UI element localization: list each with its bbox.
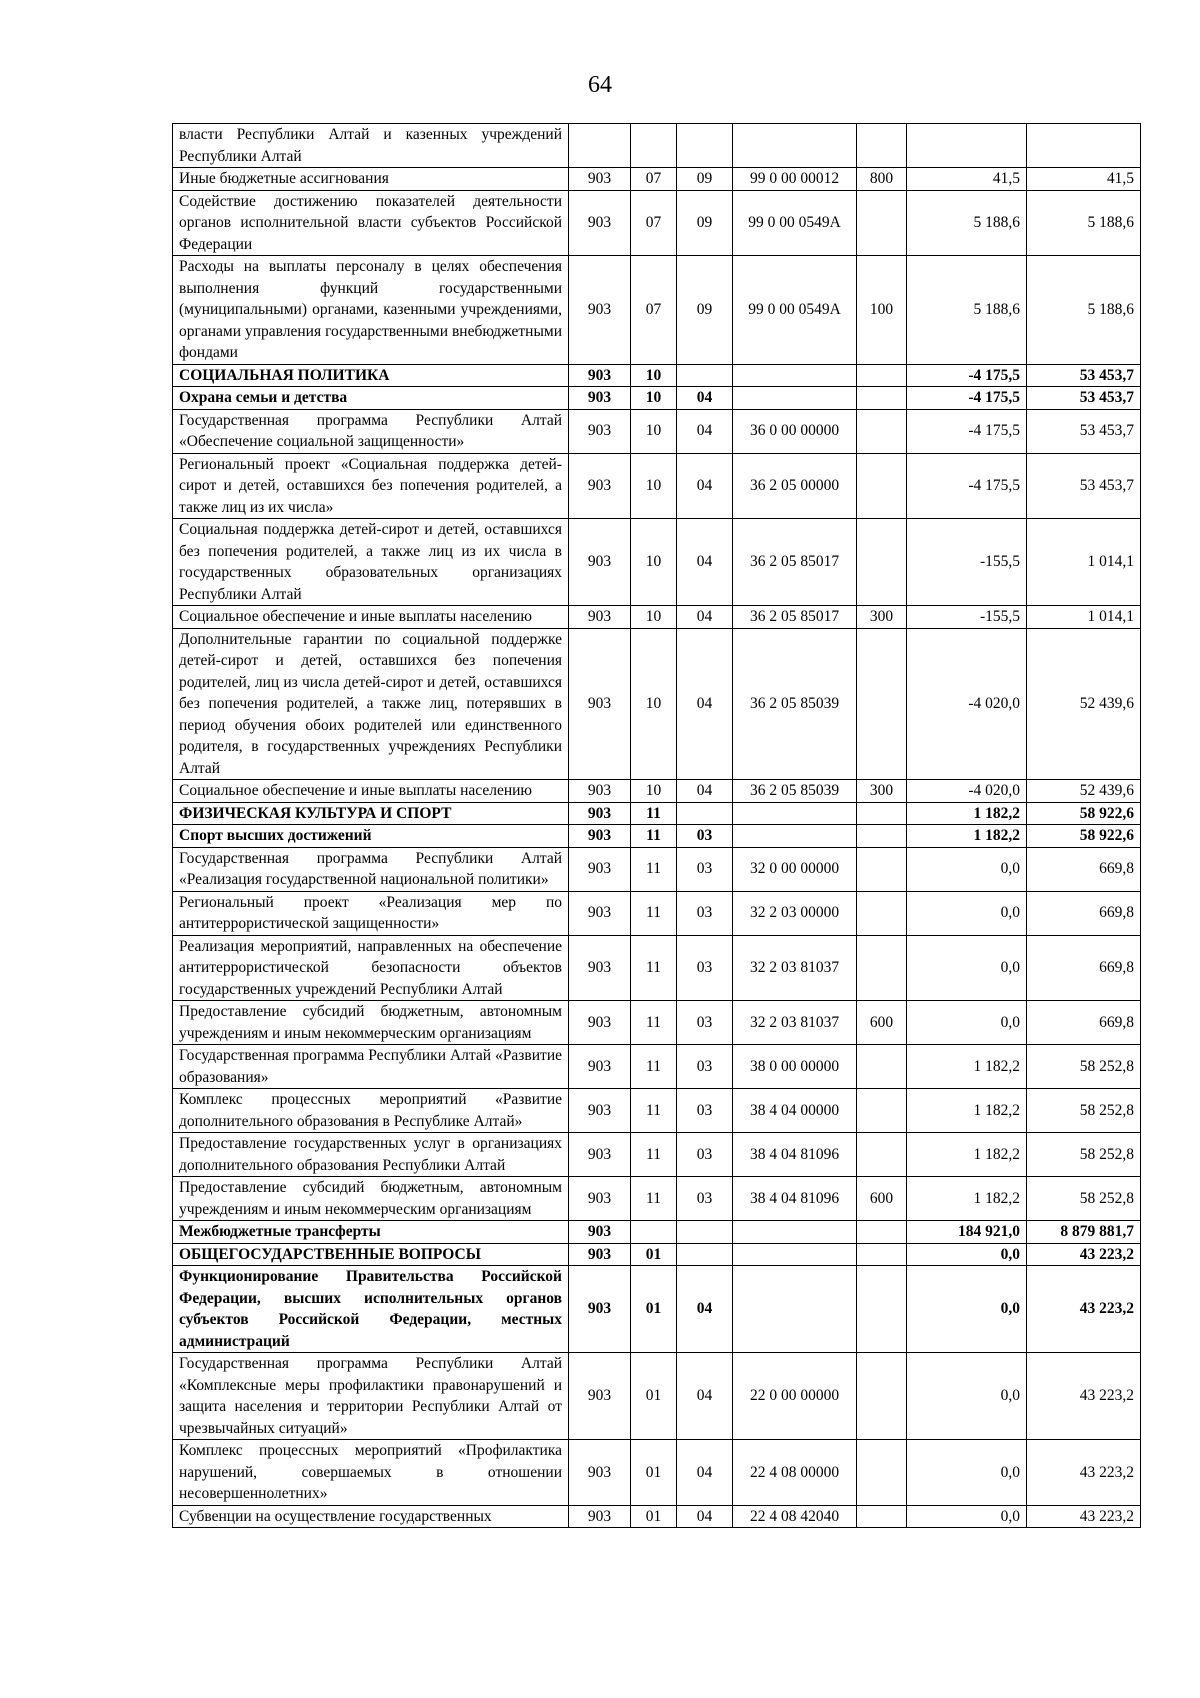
row-csr-cell: 38 4 04 81096 <box>733 1133 857 1177</box>
table-row <box>173 387 1141 410</box>
row-pr-cell: 04 <box>677 780 733 803</box>
row-gr-cell: 903 <box>569 606 631 629</box>
row-pr-cell: 09 <box>677 256 733 365</box>
row-gr-cell: 903 <box>569 628 631 780</box>
row-name-cell: Спорт высших достижений <box>173 825 569 848</box>
row-sum2-cell: 53 453,7 <box>1027 453 1141 519</box>
row-sum1-cell: -4 175,5 <box>907 387 1027 410</box>
row-sum1-cell: 1 182,2 <box>907 1045 1027 1089</box>
row-csr-cell: 22 4 08 00000 <box>733 1440 857 1506</box>
row-name-cell: СОЦИАЛЬНАЯ ПОЛИТИКА <box>173 364 569 387</box>
row-sum1-cell: 5 188,6 <box>907 190 1027 256</box>
row-csr-cell: 22 4 08 42040 <box>733 1505 857 1528</box>
row-sum2-cell: 53 453,7 <box>1027 364 1141 387</box>
row-sum2-cell: 43 223,2 <box>1027 1353 1141 1440</box>
row-name-cell: Межбюджетные трансферты <box>173 1221 569 1244</box>
row-name-cell: Государственная программа Республики Алтай «Комплексные меры профилактики правонарушений и защита населения и территории Республики Алтай от чрезвычайных ситуаций» <box>173 1353 569 1440</box>
row-gr-cell: 903 <box>569 935 631 1001</box>
table-row <box>173 453 1141 519</box>
row-gr-cell: 903 <box>569 364 631 387</box>
row-vr-cell <box>857 124 907 168</box>
row-gr-cell: 903 <box>569 453 631 519</box>
row-sum1-cell: 0,0 <box>907 847 1027 891</box>
row-gr-cell: 903 <box>569 1243 631 1266</box>
row-sum2-cell: 5 188,6 <box>1027 190 1141 256</box>
row-sum1-cell: 0,0 <box>907 1243 1027 1266</box>
row-sum2-cell: 41,5 <box>1027 168 1141 191</box>
row-name-cell: Реализация мероприятий, направленных на обеспечение антитеррористической безопасности объектов государственных учреждений Республики Алтай <box>173 935 569 1001</box>
row-sum2-cell: 58 252,8 <box>1027 1133 1141 1177</box>
row-rz-cell: 10 <box>631 780 677 803</box>
table-row <box>173 891 1141 935</box>
row-name-cell: Региональный проект «Социальная поддержка детей-сирот и детей, оставшихся без попечения родителей, а также лиц из их числа» <box>173 453 569 519</box>
row-gr-cell: 903 <box>569 802 631 825</box>
row-gr-cell: 903 <box>569 1221 631 1244</box>
table-row <box>173 780 1141 803</box>
row-rz-cell: 11 <box>631 891 677 935</box>
table-row <box>173 1266 1141 1353</box>
row-csr-cell <box>733 124 857 168</box>
row-sum2-cell: 8 879 881,7 <box>1027 1221 1141 1244</box>
table-row <box>173 1221 1141 1244</box>
table-row <box>173 409 1141 453</box>
row-gr-cell: 903 <box>569 387 631 410</box>
row-sum2-cell: 669,8 <box>1027 847 1141 891</box>
row-name-cell: Предоставление субсидий бюджетным, автономным учреждениям и иным некоммерческим организациям <box>173 1001 569 1045</box>
row-sum1-cell: 0,0 <box>907 1505 1027 1528</box>
table-body <box>173 124 1141 1528</box>
row-vr-cell: 800 <box>857 168 907 191</box>
table-row <box>173 1177 1141 1221</box>
row-vr-cell <box>857 1045 907 1089</box>
row-gr-cell: 903 <box>569 168 631 191</box>
row-name-cell: Социальная поддержка детей-сирот и детей, оставшихся без попечения родителей, а также лиц из их числа в государственных образовательных организациях Республики Алтай <box>173 519 569 606</box>
row-csr-cell: 32 2 03 81037 <box>733 935 857 1001</box>
row-gr-cell: 903 <box>569 1353 631 1440</box>
row-name-cell: Охрана семьи и детства <box>173 387 569 410</box>
row-rz-cell: 11 <box>631 935 677 1001</box>
row-name-cell: Государственная программа Республики Алтай «Развитие образования» <box>173 1045 569 1089</box>
row-vr-cell <box>857 409 907 453</box>
row-sum2-cell: 43 223,2 <box>1027 1440 1141 1506</box>
row-rz-cell: 11 <box>631 1089 677 1133</box>
row-pr-cell: 03 <box>677 1089 733 1133</box>
row-pr-cell: 09 <box>677 190 733 256</box>
row-pr-cell: 04 <box>677 1353 733 1440</box>
row-vr-cell <box>857 190 907 256</box>
table-row <box>173 825 1141 848</box>
row-vr-cell <box>857 825 907 848</box>
row-pr-cell <box>677 1243 733 1266</box>
row-sum1-cell: 1 182,2 <box>907 1133 1027 1177</box>
row-vr-cell <box>857 1266 907 1353</box>
row-pr-cell: 03 <box>677 1177 733 1221</box>
row-name-cell: ОБЩЕГОСУДАРСТВЕННЫЕ ВОПРОСЫ <box>173 1243 569 1266</box>
row-gr-cell: 903 <box>569 1001 631 1045</box>
row-sum2-cell: 53 453,7 <box>1027 387 1141 410</box>
table-row <box>173 1133 1141 1177</box>
row-name-cell: Субвенции на осуществление государственных <box>173 1505 569 1528</box>
row-vr-cell <box>857 364 907 387</box>
row-gr-cell: 903 <box>569 1089 631 1133</box>
row-sum2-cell: 1 014,1 <box>1027 606 1141 629</box>
row-sum1-cell: 0,0 <box>907 1440 1027 1506</box>
row-gr-cell: 903 <box>569 847 631 891</box>
row-name-cell: Содействие достижению показателей деятельности органов исполнительной власти субъектов Российской Федерации <box>173 190 569 256</box>
row-sum2-cell: 1 014,1 <box>1027 519 1141 606</box>
table-row <box>173 1243 1141 1266</box>
row-sum1-cell: 5 188,6 <box>907 256 1027 365</box>
row-name-cell: Иные бюджетные ассигнования <box>173 168 569 191</box>
page-number: 64 <box>588 72 612 98</box>
row-csr-cell <box>733 1221 857 1244</box>
row-gr-cell: 903 <box>569 409 631 453</box>
row-gr-cell: 903 <box>569 825 631 848</box>
row-name-cell: власти Республики Алтай и казенных учреждений Республики Алтай <box>173 124 569 168</box>
row-rz-cell: 10 <box>631 606 677 629</box>
table-row <box>173 628 1141 780</box>
row-vr-cell: 100 <box>857 256 907 365</box>
row-vr-cell: 300 <box>857 606 907 629</box>
row-pr-cell: 04 <box>677 1440 733 1506</box>
row-csr-cell: 99 0 00 00012 <box>733 168 857 191</box>
row-vr-cell <box>857 802 907 825</box>
row-sum2-cell: 52 439,6 <box>1027 628 1141 780</box>
row-name-cell: Социальное обеспечение и иные выплаты населению <box>173 780 569 803</box>
row-pr-cell: 03 <box>677 1001 733 1045</box>
row-csr-cell: 36 2 05 85017 <box>733 606 857 629</box>
row-sum1-cell: -4 020,0 <box>907 628 1027 780</box>
row-rz-cell: 10 <box>631 364 677 387</box>
table-row <box>173 935 1141 1001</box>
row-rz-cell: 07 <box>631 256 677 365</box>
table-row <box>173 519 1141 606</box>
row-pr-cell <box>677 364 733 387</box>
row-rz-cell: 01 <box>631 1266 677 1353</box>
row-sum2-cell: 43 223,2 <box>1027 1266 1141 1353</box>
row-vr-cell: 600 <box>857 1001 907 1045</box>
table-row <box>173 802 1141 825</box>
row-vr-cell: 600 <box>857 1177 907 1221</box>
row-rz-cell: 10 <box>631 628 677 780</box>
row-gr-cell: 903 <box>569 1440 631 1506</box>
row-sum2-cell: 58 922,6 <box>1027 802 1141 825</box>
row-rz-cell: 11 <box>631 1133 677 1177</box>
row-sum2-cell: 669,8 <box>1027 935 1141 1001</box>
row-sum2-cell: 43 223,2 <box>1027 1243 1141 1266</box>
row-csr-cell <box>733 802 857 825</box>
row-csr-cell <box>733 1243 857 1266</box>
row-csr-cell: 38 4 04 81096 <box>733 1177 857 1221</box>
row-sum1-cell: -4 020,0 <box>907 780 1027 803</box>
row-vr-cell <box>857 891 907 935</box>
row-csr-cell: 38 0 00 00000 <box>733 1045 857 1089</box>
row-vr-cell <box>857 935 907 1001</box>
row-pr-cell: 03 <box>677 847 733 891</box>
row-vr-cell <box>857 1133 907 1177</box>
row-csr-cell: 22 0 00 00000 <box>733 1353 857 1440</box>
row-vr-cell <box>857 847 907 891</box>
row-pr-cell: 09 <box>677 168 733 191</box>
row-vr-cell <box>857 387 907 410</box>
row-name-cell: Региональный проект «Реализация мер по антитеррористической защищенности» <box>173 891 569 935</box>
row-csr-cell: 32 2 03 81037 <box>733 1001 857 1045</box>
row-pr-cell: 04 <box>677 387 733 410</box>
row-sum1-cell: -4 175,5 <box>907 409 1027 453</box>
table-row <box>173 1045 1141 1089</box>
row-csr-cell: 36 2 05 85039 <box>733 780 857 803</box>
row-gr-cell: 903 <box>569 190 631 256</box>
row-pr-cell: 03 <box>677 825 733 848</box>
row-name-cell: Предоставление государственных услуг в организациях дополнительного образования Республики Алтай <box>173 1133 569 1177</box>
row-pr-cell: 04 <box>677 1505 733 1528</box>
row-gr-cell: 903 <box>569 1133 631 1177</box>
row-sum2-cell: 669,8 <box>1027 1001 1141 1045</box>
row-rz-cell <box>631 124 677 168</box>
table-row <box>173 1440 1141 1506</box>
row-sum2-cell <box>1027 124 1141 168</box>
row-vr-cell <box>857 1440 907 1506</box>
row-sum1-cell: 1 182,2 <box>907 825 1027 848</box>
row-sum2-cell: 669,8 <box>1027 891 1141 935</box>
row-sum1-cell: 1 182,2 <box>907 1177 1027 1221</box>
row-sum2-cell: 58 252,8 <box>1027 1089 1141 1133</box>
row-rz-cell: 01 <box>631 1353 677 1440</box>
row-csr-cell: 36 0 00 00000 <box>733 409 857 453</box>
row-csr-cell <box>733 825 857 848</box>
row-name-cell: Дополнительные гарантии по социальной поддержке детей-сирот и детей, оставшихся без попечения родителей, лиц из числа детей-сирот и детей, оставшихся без попечения родителей, а также лиц, потерявших в период обучения обоих родителей или единственного родителя, в государственных учреждениях Республики Алтай <box>173 628 569 780</box>
row-vr-cell <box>857 628 907 780</box>
row-pr-cell: 04 <box>677 519 733 606</box>
row-rz-cell: 10 <box>631 387 677 410</box>
row-pr-cell <box>677 1221 733 1244</box>
row-pr-cell: 04 <box>677 1266 733 1353</box>
row-name-cell: Социальное обеспечение и иные выплаты населению <box>173 606 569 629</box>
row-sum1-cell: 41,5 <box>907 168 1027 191</box>
row-rz-cell: 11 <box>631 825 677 848</box>
row-pr-cell: 03 <box>677 891 733 935</box>
row-pr-cell: 04 <box>677 606 733 629</box>
row-pr-cell: 04 <box>677 453 733 519</box>
row-rz-cell: 10 <box>631 453 677 519</box>
row-gr-cell: 903 <box>569 1505 631 1528</box>
row-name-cell: ФИЗИЧЕСКАЯ КУЛЬТУРА И СПОРТ <box>173 802 569 825</box>
row-csr-cell <box>733 1266 857 1353</box>
row-csr-cell: 99 0 00 0549А <box>733 190 857 256</box>
row-rz-cell: 11 <box>631 1045 677 1089</box>
row-gr-cell: 903 <box>569 519 631 606</box>
row-rz-cell <box>631 1221 677 1244</box>
row-sum1-cell: 0,0 <box>907 1001 1027 1045</box>
row-name-cell: Комплекс процессных мероприятий «Профилактика нарушений, совершаемых в отношении несовершеннолетних» <box>173 1440 569 1506</box>
row-rz-cell: 11 <box>631 1001 677 1045</box>
table-row <box>173 168 1141 191</box>
row-csr-cell <box>733 364 857 387</box>
row-rz-cell: 11 <box>631 802 677 825</box>
row-sum1-cell: 1 182,2 <box>907 1089 1027 1133</box>
row-pr-cell: 03 <box>677 1133 733 1177</box>
table-row <box>173 256 1141 365</box>
row-rz-cell: 11 <box>631 1177 677 1221</box>
row-sum1-cell <box>907 124 1027 168</box>
table-row <box>173 190 1141 256</box>
row-sum2-cell: 58 252,8 <box>1027 1177 1141 1221</box>
row-sum2-cell: 52 439,6 <box>1027 780 1141 803</box>
row-name-cell: Предоставление субсидий бюджетным, автономным учреждениям и иным некоммерческим организациям <box>173 1177 569 1221</box>
row-sum1-cell: 1 182,2 <box>907 802 1027 825</box>
row-csr-cell <box>733 387 857 410</box>
row-sum1-cell: -155,5 <box>907 519 1027 606</box>
row-sum2-cell: 43 223,2 <box>1027 1505 1141 1528</box>
row-rz-cell: 10 <box>631 409 677 453</box>
row-vr-cell <box>857 519 907 606</box>
row-name-cell: Функционирование Правительства Российской Федерации, высших исполнительных органов субъектов Российской Федерации, местных администраций <box>173 1266 569 1353</box>
table-row <box>173 124 1141 168</box>
row-csr-cell: 36 2 05 00000 <box>733 453 857 519</box>
row-gr-cell: 903 <box>569 1266 631 1353</box>
row-csr-cell: 32 2 03 00000 <box>733 891 857 935</box>
row-rz-cell: 10 <box>631 519 677 606</box>
row-name-cell: Государственная программа Республики Алтай «Реализация государственной национальной политики» <box>173 847 569 891</box>
row-rz-cell: 07 <box>631 168 677 191</box>
row-vr-cell <box>857 1221 907 1244</box>
table-row <box>173 364 1141 387</box>
row-csr-cell: 99 0 00 0549А <box>733 256 857 365</box>
row-sum1-cell: 184 921,0 <box>907 1221 1027 1244</box>
row-sum1-cell: 0,0 <box>907 891 1027 935</box>
row-pr-cell: 04 <box>677 409 733 453</box>
row-pr-cell <box>677 124 733 168</box>
table-row <box>173 1001 1141 1045</box>
row-sum1-cell: -155,5 <box>907 606 1027 629</box>
row-gr-cell: 903 <box>569 891 631 935</box>
row-sum1-cell: 0,0 <box>907 935 1027 1001</box>
row-gr-cell: 903 <box>569 256 631 365</box>
row-vr-cell <box>857 453 907 519</box>
row-sum1-cell: -4 175,5 <box>907 453 1027 519</box>
row-csr-cell: 36 2 05 85039 <box>733 628 857 780</box>
table-row <box>173 1089 1141 1133</box>
row-pr-cell: 03 <box>677 1045 733 1089</box>
row-csr-cell: 32 0 00 00000 <box>733 847 857 891</box>
row-csr-cell: 38 4 04 00000 <box>733 1089 857 1133</box>
row-vr-cell <box>857 1505 907 1528</box>
row-csr-cell: 36 2 05 85017 <box>733 519 857 606</box>
row-pr-cell: 04 <box>677 628 733 780</box>
row-sum1-cell: 0,0 <box>907 1266 1027 1353</box>
row-sum2-cell: 53 453,7 <box>1027 409 1141 453</box>
row-sum1-cell: 0,0 <box>907 1353 1027 1440</box>
row-sum2-cell: 58 922,6 <box>1027 825 1141 848</box>
budget-table <box>172 123 1141 1528</box>
row-pr-cell <box>677 802 733 825</box>
row-gr-cell: 903 <box>569 1045 631 1089</box>
table-row <box>173 606 1141 629</box>
row-name-cell: Государственная программа Республики Алтай «Обеспечение социальной защищенности» <box>173 409 569 453</box>
row-vr-cell: 300 <box>857 780 907 803</box>
table-row <box>173 847 1141 891</box>
row-pr-cell: 03 <box>677 935 733 1001</box>
table-row <box>173 1505 1141 1528</box>
row-gr-cell: 903 <box>569 780 631 803</box>
row-gr-cell: 903 <box>569 1177 631 1221</box>
row-rz-cell: 07 <box>631 190 677 256</box>
row-vr-cell <box>857 1353 907 1440</box>
row-gr-cell <box>569 124 631 168</box>
row-rz-cell: 01 <box>631 1440 677 1506</box>
row-sum2-cell: 58 252,8 <box>1027 1045 1141 1089</box>
row-vr-cell <box>857 1243 907 1266</box>
row-sum1-cell: -4 175,5 <box>907 364 1027 387</box>
row-rz-cell: 01 <box>631 1243 677 1266</box>
row-name-cell: Комплекс процессных мероприятий «Развитие дополнительного образования в Республике Алтай» <box>173 1089 569 1133</box>
row-vr-cell <box>857 1089 907 1133</box>
row-sum2-cell: 5 188,6 <box>1027 256 1141 365</box>
table-row <box>173 1353 1141 1440</box>
row-rz-cell: 01 <box>631 1505 677 1528</box>
row-rz-cell: 11 <box>631 847 677 891</box>
row-name-cell: Расходы на выплаты персоналу в целях обеспечения выполнения функций государственными (муниципальными) органами, казенными учреждениями, органами управления государственными внебюджетными фондами <box>173 256 569 365</box>
